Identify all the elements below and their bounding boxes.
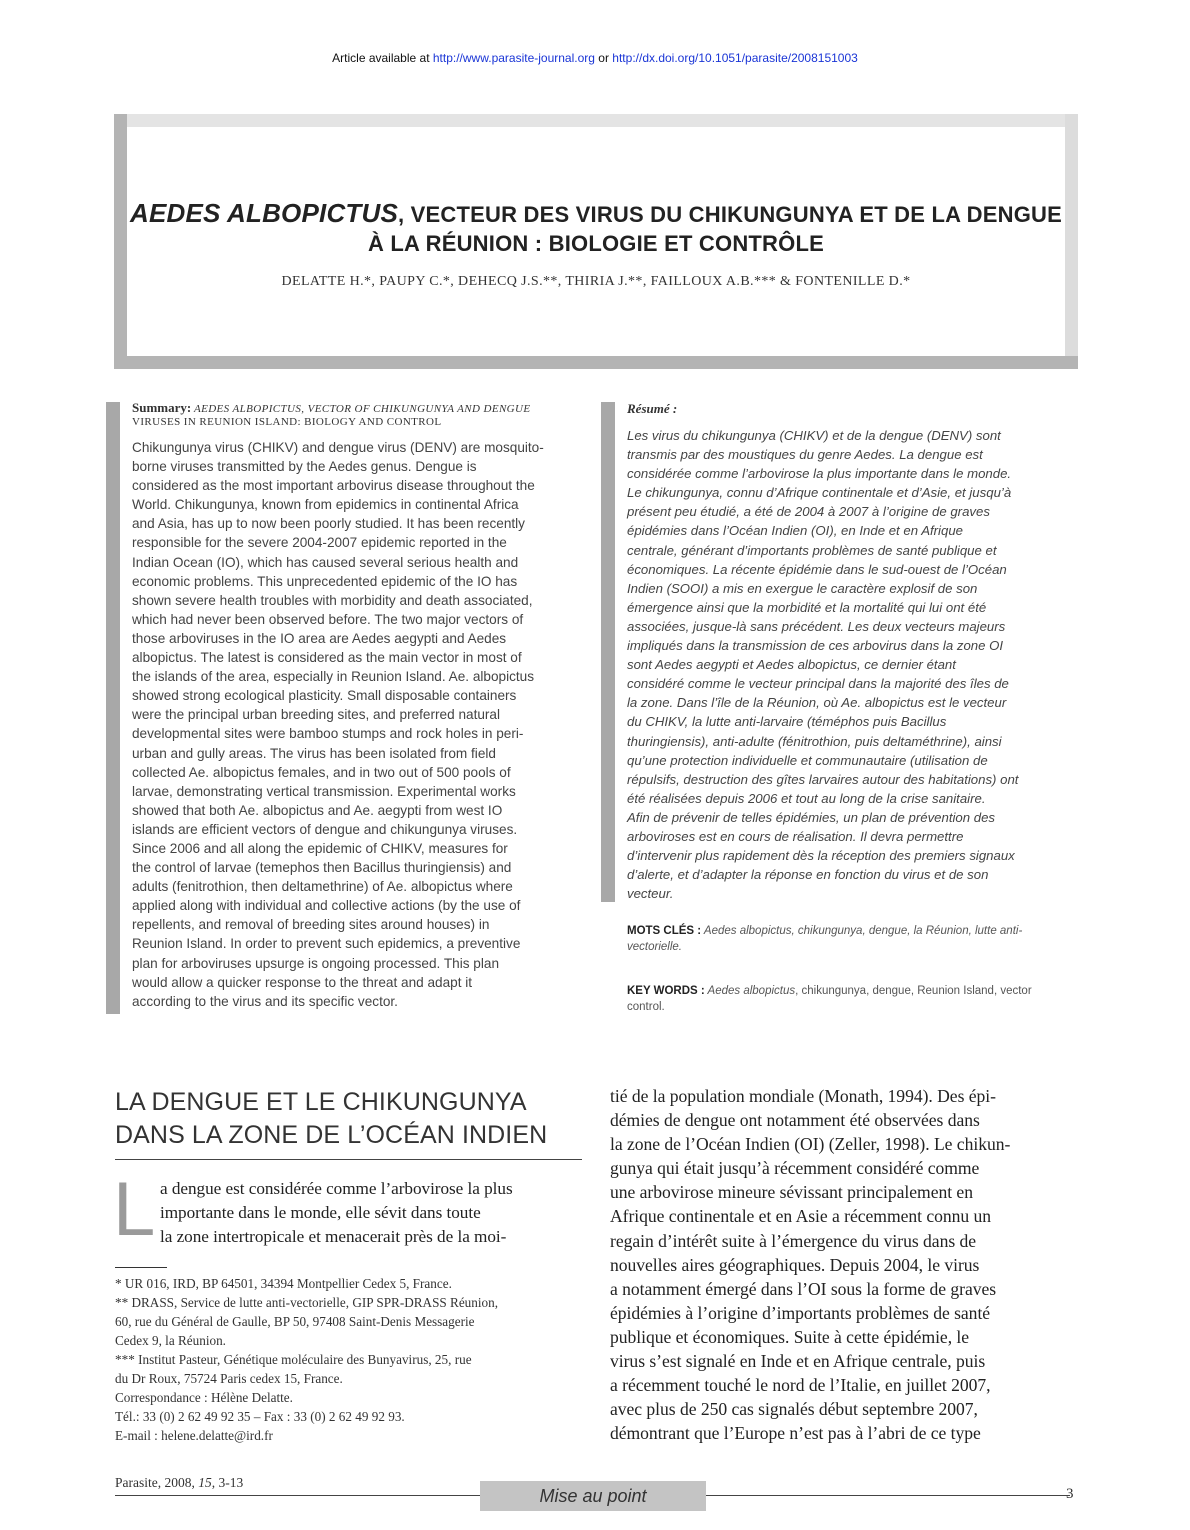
summary-line: Indian Ocean (IO), which has caused several serious health and bbox=[132, 554, 519, 570]
title-box-border-bottom bbox=[114, 356, 1078, 369]
resume-line: Les virus du chikungunya (CHIKV) et de la dengue (DENV) sont bbox=[627, 428, 1001, 443]
summary-line: larvae, demonstrating vertical transmission. Experimental works bbox=[132, 783, 516, 799]
summary-line: showed that both Ae. albopictus and Ae. aegypti from west IO bbox=[132, 802, 503, 818]
body-line: virus s’est signalé en Inde et en Afrique centrale, puis bbox=[610, 1351, 986, 1372]
key-words bbox=[627, 983, 1082, 1015]
summary-line: according to the virus and its specific vector. bbox=[132, 993, 398, 1009]
page-number: 3 bbox=[1066, 1486, 1074, 1502]
summary-line: applied along with individual and collective actions (by the use of bbox=[132, 898, 521, 914]
title-line1-rest: , VECTEUR DES VIRUS DU CHIKUNGUNYA ET DE LA DENGUE bbox=[398, 202, 1062, 227]
resume-line: qu’une protection individuelle et communautaire (utilisation de bbox=[627, 752, 988, 768]
summary-line: repellents, and removal of breeding sites around houses) in bbox=[132, 917, 490, 933]
resume-line: considérée comme l’arbovirose la plus importante dans le monde. bbox=[627, 466, 1012, 482]
doi-link[interactable]: http://dx.doi.org/10.1051/parasite/2008151003 bbox=[612, 51, 858, 65]
summary-heading bbox=[132, 401, 582, 429]
resume-line: épidémies dans l’Océan Indien (OI), en Inde et en Afrique bbox=[627, 523, 963, 539]
key-words-species: Aedes albopictus bbox=[704, 985, 796, 997]
footnote-line: E-mail : helene.delatte@ird.fr bbox=[115, 1428, 273, 1443]
resume-label: Résumé : bbox=[627, 401, 678, 416]
section-heading-line-2: DANS LA ZONE DE L’OCÉAN INDIEN bbox=[115, 1121, 548, 1149]
body-line: a notamment émergé dans l’OI sous la forme de graves bbox=[610, 1278, 997, 1299]
summary-line: albopictus. The latest is considered as the main vector in most of bbox=[132, 650, 522, 666]
journal-volume: 15 bbox=[198, 1475, 212, 1490]
summary-line: World. Chikungunya, known from epidemics in continental Africa bbox=[132, 497, 519, 513]
footnote-line: *** Institut Pasteur, Génétique moléculaire des Bunyavirus, 25, rue bbox=[115, 1352, 472, 1367]
author-list: DELATTE H.*, PAUPY C.*, DEHECQ J.S.**, THIRIA J.**, FAILLOUX A.B.*** & FONTENILLE D.* bbox=[281, 274, 911, 289]
title-box-border-top bbox=[114, 114, 1078, 127]
resume-line: Afin de prévenir de telles épidémies, un plan de prévention des bbox=[627, 809, 996, 825]
summary-line: Reunion Island. In order to prevent such epidemics, a preventive bbox=[132, 936, 521, 952]
title-species: AEDES ALBOPICTUS bbox=[129, 198, 399, 228]
footnotes bbox=[115, 1274, 583, 1445]
intro-line: importante dans le monde, elle sévit dans toute bbox=[160, 1203, 481, 1222]
section-type-tab: Mise au point bbox=[480, 1481, 706, 1511]
summary-line: responsible for the severe 2004-2007 epidemic reported in the bbox=[132, 535, 507, 551]
body-line: une arbovirose mineure sévissant principalement en bbox=[610, 1182, 973, 1203]
resume-line: économiques. La récente épidémie dans le sud-ouest de l’Océan bbox=[627, 561, 1007, 577]
title-box bbox=[114, 114, 1078, 369]
article-availability-line bbox=[0, 51, 1190, 65]
journal-pages: , 3-13 bbox=[211, 1475, 244, 1490]
summary-line: plan for arboviruses upsurge is ongoing processed. This plan bbox=[132, 955, 499, 971]
footnote-rule bbox=[115, 1267, 167, 1268]
resume-line: Le chikungunya, connu d’Afrique continentale et d’Asie, et jusqu’à bbox=[627, 485, 1012, 501]
resume-line: Indien (SOOI) a mis en exergue le caractère explosif de son bbox=[627, 580, 978, 596]
intro-line: la zone intertropicale et menacerait près de la moi- bbox=[160, 1227, 507, 1246]
mots-cles-label: MOTS CLÉS : bbox=[627, 925, 702, 937]
body-line: démontrant que l’Europe n’est pas à l’abri de ce type bbox=[610, 1423, 981, 1444]
summary-label: Summary: bbox=[132, 400, 192, 415]
summary-line: Since 2006 and all along the epidemic of CHIKV, measures for bbox=[132, 840, 508, 856]
body-line: gunya qui était jusqu’à récemment considéré comme bbox=[610, 1158, 980, 1179]
body-line: publique et économiques. Suite à cette épidémie, le bbox=[610, 1326, 970, 1347]
body-line: regain d’intérêt suite à l’émergence du virus dans de bbox=[610, 1230, 977, 1251]
key-words-label: KEY WORDS : bbox=[627, 985, 705, 997]
resume-line: présent peu étudié, a été de 2004 à 2007 à l’origine de graves bbox=[627, 504, 990, 520]
summary-line: the islands of the area, especially in Reunion Island. Ae. albopictus bbox=[132, 669, 535, 685]
body-line: a récemment touché le nord de l’Italie, en juillet 2007, bbox=[610, 1375, 991, 1396]
intro-line: a dengue est considérée comme l’arbovirose la plus bbox=[160, 1179, 513, 1198]
summary-line: borne viruses transmitted by the Aedes genus. Dengue is bbox=[132, 459, 477, 475]
summary-line: Chikungunya virus (CHIKV) and dengue virus (DENV) are mosquito- bbox=[132, 440, 544, 455]
summary-line: and Asia, has up to now been poorly studied. It has been recently bbox=[132, 516, 525, 532]
summary-line: were the principal urban breeding sites, and preferred natural bbox=[132, 707, 501, 723]
summary-line: would allow a quicker response to the threat and adapt it bbox=[132, 974, 473, 990]
body-line: avec plus de 250 cas signalés début septembre 2007, bbox=[610, 1399, 978, 1420]
footnote-line: Correspondance : Hélène Delatte. bbox=[115, 1390, 293, 1405]
resume-line: émergence ainsi que la morbidité et la mortalité qui lui ont été bbox=[627, 599, 987, 615]
summary-line: economic problems. This unprecedented epidemic of the IO has bbox=[132, 573, 518, 589]
summary-line: the control of larvae (temephos then Bacillus thuringiensis) and bbox=[132, 860, 512, 876]
journal-link[interactable]: http://www.parasite-journal.org bbox=[432, 51, 595, 65]
footnote-line: Cedex 9, la Réunion. bbox=[115, 1333, 226, 1348]
body-line: Afrique continentale et en Asie a récemment connu un bbox=[610, 1206, 992, 1227]
availability-prefix: Article available at bbox=[332, 51, 433, 65]
summary-line: collected Ae. albopictus females, and in two out of 500 pools of bbox=[132, 764, 511, 780]
resume-line: impliqués dans la transmission de ces arbovirus dans la zone OI bbox=[627, 638, 1004, 654]
resume-line: été réalisées depuis 2006 et tout au long de la crise sanitaire. bbox=[627, 790, 986, 806]
summary-line: those arboviruses in the IO area are Aedes aegypti and Aedes bbox=[132, 630, 507, 646]
summary-title-line-1: AEDES ALBOPICTUS, VECTOR OF CHIKUNGUNYA AND DENGUE bbox=[193, 403, 531, 415]
journal-citation bbox=[115, 1475, 243, 1491]
resume-line: du CHIKV, la lutte anti-larvaire (téméphos puis Bacillus bbox=[627, 714, 947, 730]
body-line: tié de la population mondiale (Monath, 1994). Des épi- bbox=[610, 1086, 996, 1106]
summary-line: developmental sites were bamboo stumps and rock holes in peri- bbox=[132, 726, 524, 742]
mots-cles bbox=[627, 923, 1082, 955]
summary-body bbox=[132, 438, 584, 1011]
section-heading-rule bbox=[115, 1159, 582, 1160]
summary-line: showed strong ecological plasticity. Small disposable containers bbox=[132, 688, 517, 704]
footnote-line: Tél.: 33 (0) 2 62 49 92 35 – Fax : 33 (0) 2 62 49 92 93. bbox=[115, 1409, 405, 1424]
resume-line: centrale, générant d’importants problèmes de santé publique et bbox=[627, 542, 997, 558]
resume-line: la zone. Dans l’île de la Réunion, où Ae. albopictus est le vecteur bbox=[627, 695, 1007, 711]
summary-line: considered as the most important arbovirus disease throughout the bbox=[132, 478, 535, 494]
body-right-column bbox=[610, 1084, 1080, 1445]
summary-line: shown severe health troubles with morbidity and death associated, bbox=[132, 592, 533, 608]
resume-line: associées, jusque-là sans précédent. Les deux vecteurs majeurs bbox=[627, 618, 1006, 634]
footnote-line: du Dr Roux, 75724 Paris cedex 15, France. bbox=[115, 1371, 343, 1386]
body-line: nouvelles aires géographiques. Depuis 2004, le virus bbox=[610, 1254, 980, 1275]
key-words-line-2: control. bbox=[627, 1001, 665, 1013]
summary-title-line-2: VIRUSES IN REUNION ISLAND: BIOLOGY AND CONTROL bbox=[132, 416, 442, 428]
summary-sidebar-bar bbox=[106, 402, 120, 1014]
footnote-line: * UR 016, IRD, BP 64501, 34394 Montpellier Cedex 5, France. bbox=[115, 1276, 452, 1291]
summary-line: which had never been observed before. The two major vectors of bbox=[132, 611, 524, 627]
availability-or: or bbox=[594, 51, 613, 65]
footnote-line: 60, rue du Général de Gaulle, BP 50, 97408 Saint-Denis Messagerie bbox=[115, 1314, 475, 1329]
resume-line: sont Aedes aegypti et Aedes albopictus, ce dernier étant bbox=[627, 657, 956, 673]
resume-sidebar-bar bbox=[601, 402, 615, 902]
section-heading-line-1: LA DENGUE ET LE CHIKUNGUNYA bbox=[115, 1088, 527, 1116]
resume-line: vecteur. bbox=[627, 886, 674, 902]
journal-name-year: Parasite, 2008, bbox=[115, 1475, 199, 1490]
resume-line: considéré comme le vecteur principal dans la majorité des îles de bbox=[627, 676, 1009, 692]
body-line: démies de dengue ont notamment été observées dans bbox=[610, 1110, 980, 1131]
resume-line: répulsifs, destruction des gîtes larvaires autour des habitations) ont bbox=[627, 771, 1019, 787]
body-line: épidémies à l’origine d’importants problèmes de santé bbox=[610, 1302, 991, 1323]
resume-line: thuringiensis), anti-adulte (fénitrothion, puis deltaméthrine), ainsi bbox=[627, 733, 1002, 749]
summary-line: urban and gully areas. The virus has been isolated from field bbox=[132, 745, 496, 761]
summary-line: islands are efficient vectors of dengue and chikungunya viruses. bbox=[132, 821, 518, 837]
resume-body bbox=[627, 426, 1079, 903]
intro-paragraph bbox=[160, 1177, 585, 1249]
key-words-line-1-rest: , chikungunya, dengue, Reunion Island, vector bbox=[795, 985, 1032, 997]
article-title-line-1 bbox=[114, 198, 1078, 229]
resume-line: arboviroses est en cours de réalisation. Il devra permettre bbox=[627, 828, 964, 844]
article-title-line-2: À LA RÉUNION : BIOLOGIE ET CONTRÔLE bbox=[368, 231, 824, 256]
resume-line: d’alerte, et d’adapter la réponse en fonction du virus et de son bbox=[627, 867, 989, 883]
mots-cles-line-2: vectorielle. bbox=[627, 941, 682, 953]
summary-line: adults (fenitrothion, then deltamethrine) of Ae. albopictus where bbox=[132, 879, 513, 895]
resume-line: d’intervenir plus rapidement dès la réception des premiers signaux bbox=[627, 848, 1015, 864]
drop-cap: L bbox=[113, 1167, 156, 1252]
resume-line: transmis par des moustiques du genre Aedes. La dengue est bbox=[627, 447, 983, 463]
body-line: la zone de l’Océan Indien (OI) (Zeller, 1998). Le chikun- bbox=[610, 1134, 1011, 1155]
section-heading bbox=[115, 1086, 585, 1152]
mots-cles-line-1: Aedes albopictus, chikungunya, dengue, la Réunion, lutte anti- bbox=[701, 925, 1023, 937]
footnote-line: ** DRASS, Service de lutte anti-vectorielle, GIP SPR-DRASS Réunion, bbox=[115, 1295, 499, 1310]
